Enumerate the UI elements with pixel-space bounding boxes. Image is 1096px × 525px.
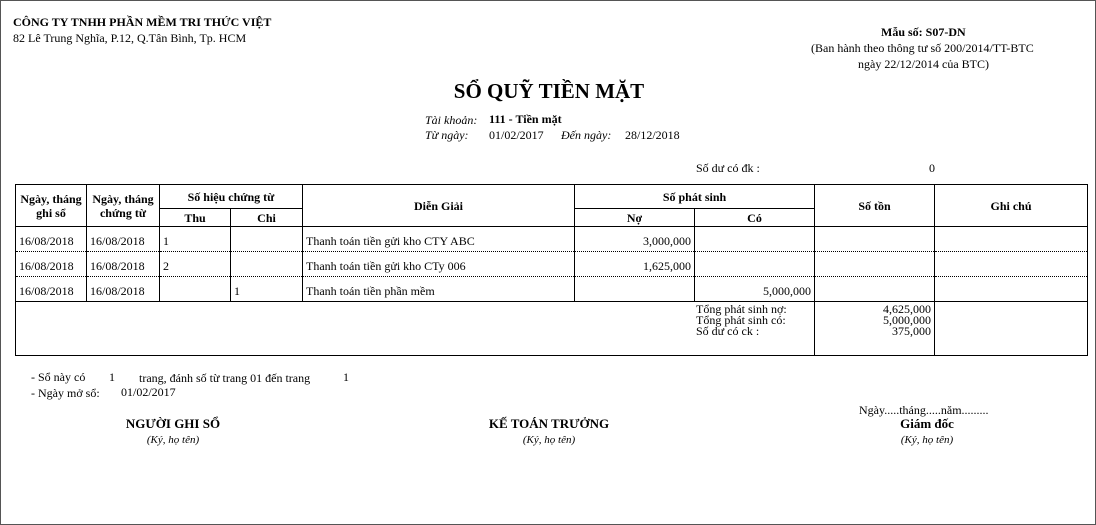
col-credit: Có: [695, 209, 815, 227]
col-debit: Nợ: [575, 209, 695, 227]
cell-description: Thanh toán tiền phần mềm: [303, 277, 575, 302]
cell-voucher-date: 16/08/2018: [87, 227, 160, 252]
pages-last: 1: [343, 370, 349, 384]
form-number: Mẫu số: S07-DN: [881, 25, 966, 39]
cell-voucher-date: 16/08/2018: [87, 277, 160, 302]
col-note: Ghi chú: [935, 185, 1088, 227]
cell-payment: 1: [231, 277, 303, 302]
from-date-label: Từ ngày:: [425, 128, 469, 142]
cell-receipt: 2: [160, 252, 231, 277]
total-debit-value: 4,625,000: [883, 302, 932, 316]
closing-balance-value: 375,000: [892, 324, 932, 338]
col-balance: Số tồn: [815, 185, 935, 227]
total-credit-label: Tổng phát sinh có:: [696, 313, 786, 327]
cell-record-date: 16/08/2018: [16, 227, 87, 252]
cell-balance: [815, 252, 935, 277]
from-date-value: 01/02/2017: [489, 128, 544, 142]
signature-title-director: Giám đốc: [900, 416, 954, 431]
pages-text: trang, đánh số từ trang 01 đến trang: [139, 371, 311, 385]
table-row: [16, 227, 1088, 252]
open-date-value: 01/02/2017: [121, 385, 176, 399]
opening-balance-value: 0: [929, 161, 935, 175]
cell-receipt: 1: [160, 227, 231, 252]
totals-row: [16, 302, 1088, 356]
to-date-label: Đến ngày:: [561, 128, 612, 142]
pages-count: 1: [109, 370, 115, 384]
cell-credit: [695, 252, 815, 277]
signing-date-line: Ngày.....tháng.....năm.........: [859, 403, 989, 417]
signature-note-recorder: (Ký, họ tên): [146, 434, 200, 446]
form-issued-date: ngày 22/12/2014 của BTC): [858, 57, 989, 71]
cell-note: [935, 227, 1088, 252]
to-date-value: 28/12/2018: [625, 128, 680, 142]
signature-note-director: (Ký, họ tên): [900, 434, 954, 446]
open-date-label: - Ngày mở sổ:: [31, 386, 100, 400]
cell-voucher-date: 16/08/2018: [87, 252, 160, 277]
company-name: CÔNG TY TNHH PHẦN MỀM TRI THỨC VIỆT: [13, 15, 272, 29]
pages-label: - Sổ này có: [31, 370, 86, 384]
cell-debit: 3,000,000: [575, 227, 695, 252]
cell-record-date: 16/08/2018: [16, 277, 87, 302]
total-credit-value: 5,000,000: [883, 313, 932, 327]
col-receipt: Thu: [160, 209, 231, 227]
cell-receipt: [160, 277, 231, 302]
cell-description: Thanh toán tiền gửi kho CTy 006: [303, 252, 575, 277]
col-payment: Chi: [231, 209, 303, 227]
totals-labels-cell: [16, 302, 815, 356]
cash-ledger-table: [15, 184, 1088, 356]
table-row: [16, 252, 1088, 277]
table-header-row: [16, 185, 1088, 209]
account-label: Tài khoản:: [425, 113, 478, 127]
signature-note-chief-accountant: (Ký, họ tên): [522, 434, 576, 446]
opening-balance-label: Số dư có đk :: [696, 161, 760, 175]
col-voucher-no: Số hiệu chứng từ: [160, 185, 303, 209]
totals-note-cell: [935, 302, 1088, 356]
cell-credit: 5,000,000: [695, 277, 815, 302]
table-row: [16, 277, 1088, 302]
cell-balance: [815, 227, 935, 252]
col-voucher-date: Ngày, tháng chứng từ: [87, 185, 160, 227]
cell-debit: 1,625,000: [575, 252, 695, 277]
col-amount: Số phát sinh: [575, 185, 815, 209]
col-description: Diễn Giải: [303, 185, 575, 227]
company-address: 82 Lê Trung Nghĩa, P.12, Q.Tân Bình, Tp. HCM: [13, 31, 247, 45]
cell-note: [935, 252, 1088, 277]
cell-payment: [231, 252, 303, 277]
cell-payment: [231, 227, 303, 252]
col-record-date: Ngày, tháng ghi sổ: [16, 185, 87, 227]
form-issued-by: (Ban hành theo thông tư số 200/2014/TT-BTC: [811, 41, 1034, 55]
cell-note: [935, 277, 1088, 302]
cell-balance: [815, 277, 935, 302]
signature-title-recorder: NGƯỜI GHI SỔ: [125, 416, 221, 431]
report-title: SỔ QUỸ TIỀN MẶT: [453, 79, 645, 103]
totals-values-cell: [815, 302, 935, 356]
account-value: 111 - Tiền mặt: [489, 112, 562, 126]
cell-record-date: 16/08/2018: [16, 252, 87, 277]
cell-description: Thanh toán tiền gửi kho CTY ABC: [303, 227, 575, 252]
total-debit-label: Tổng phát sinh nợ:: [696, 302, 787, 316]
signature-title-chief-accountant: KẾ TOÁN TRƯỞNG: [488, 416, 610, 431]
cell-credit: [695, 227, 815, 252]
closing-balance-label: Số dư có ck :: [696, 324, 760, 338]
cell-debit: [575, 277, 695, 302]
